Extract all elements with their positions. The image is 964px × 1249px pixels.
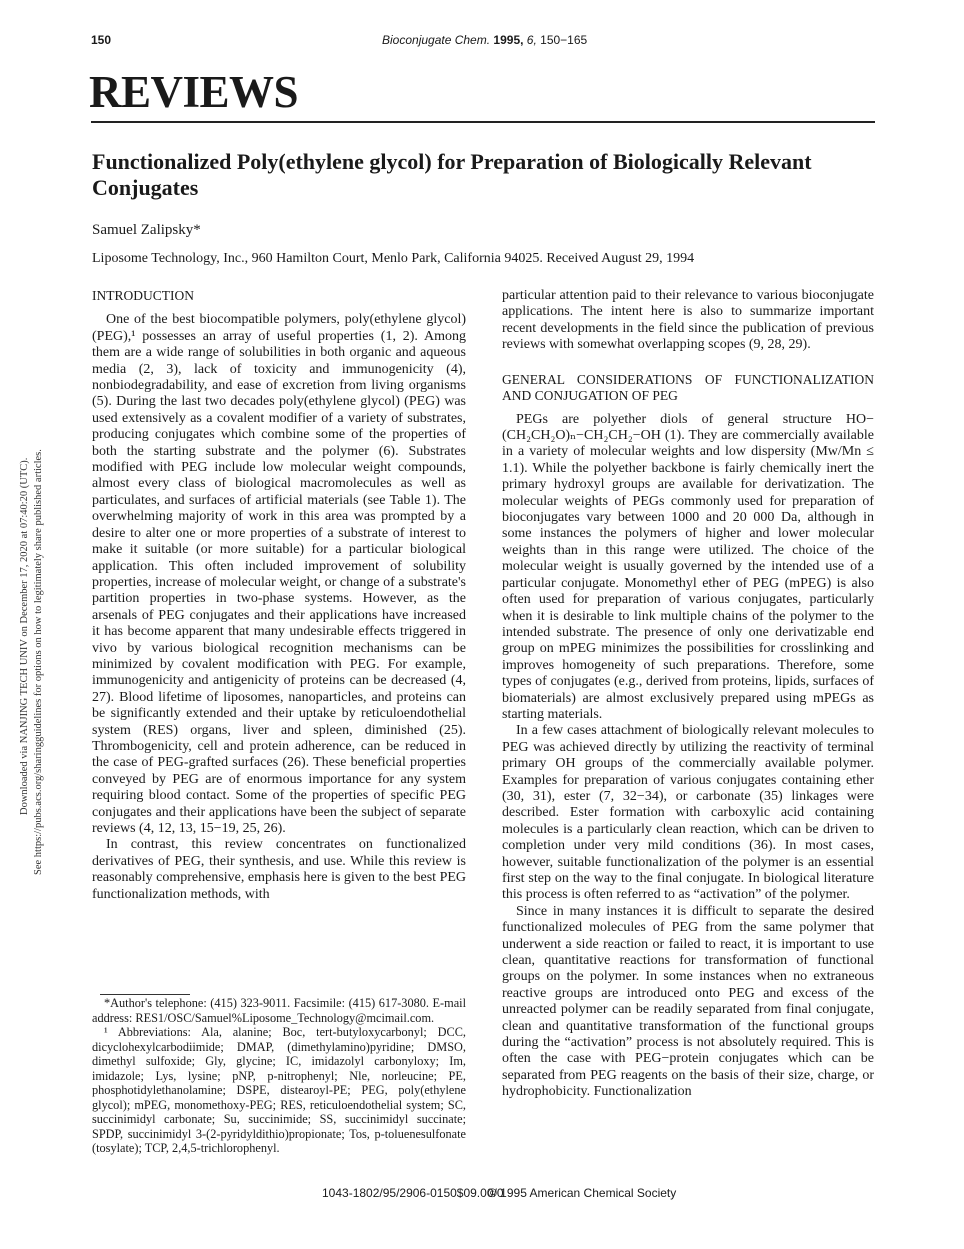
author-name: Samuel Zalipsky* [92, 222, 201, 238]
footer-article-code: 1043-1802/95/2906-0150$09.00/0 [322, 1186, 504, 1200]
general-considerations-heading: GENERAL CONSIDERATIONS OF FUNCTIONALIZATION AND CONJUGATION OF PEG [502, 371, 874, 403]
journal-name: Bioconjugate Chem. [382, 33, 491, 47]
introduction-heading: INTRODUCTION [92, 288, 194, 303]
author-contact-footnote: *Author's telephone: (415) 323-9011. Facsimile: (415) 617-3080. E-mail address: RES1/OSC/Samuel%Liposome_Technology@mcimail.com. [92, 996, 466, 1025]
title-rule [91, 121, 875, 123]
sidebar-sharing-link[interactable]: See https://pubs.acs.org/sharingguidelines for options on how to legitimately share published articles. [33, 449, 44, 875]
right-column [502, 288, 874, 1101]
general-paragraph-1: PEGs are polyether diols of general structure HO−(CH₂CH₂O)ₙ−CH₂CH₂−OH (1). They are commercially available in a variety of molecular weights and low dispersity (Mw/Mn ≤ 1.1). While the polyether backbone is fairly chemically inert the primary hydroxyl groups are available for derivatization. The molecular weights of PEGs commonly used for preparation of bioconjugates vary between 1000 and 20 000 Da, although in some instances the polymers of higher and lower molecular weights than in this range were utilized. The choice of the molecular weight is usually governed by the intended use of a particular conjugate. Monomethyl ether of PEG (mPEG) is also often used for preparation of various conjugates, particularly when it is desirable to link multiple chains of the polymer to the intended substrate. The presence of only one derivatizable end group on mPEG minimizes the possibilities for crosslinking and improves homogeneity of such preparations. Therefore, some types of conjugates (e.g., derived from proteins, lipids, surfaces of biomaterials) are almost exclusively prepared using mPEGs as starting materials. [502, 411, 874, 722]
footer-copyright: © 1995 American Chemical Society [488, 1186, 677, 1200]
general-paragraph-3: Since in many instances it is difficult to separate the desired functionalized molecules of PEG from the same polymer that underwent a side reaction or failed to react, it is important to use clean, quantitative reactions for transformation of functional groups on the polymer. In some instances when no extraneous reactive groups are introduced onto PEG and excess of the unreacted polymer can be readily separated from final conjugate, clean and quantitative transformation of the functional groups during the “activation” process is not absolutely required. This is often the case with PEG−protein conjugates which can be separated from PEG reagents on the basis of their size, charge, or hydrophobicity. Functionalization [502, 903, 874, 1100]
affiliation: Liposome Technology, Inc., 960 Hamilton Court, Menlo Park, California 94025. Received August 29, 1994 [92, 251, 695, 266]
left-column [92, 288, 466, 903]
intro-paragraph-1: One of the best biocompatible polymers, poly(ethylene glycol) (PEG),¹ possesses an array of useful properties (1, 2). Among them are a wide range of solubilities in both organic and aqueous media (2, 3), lack of toxicity and immunogenicity (4), nonbiodegradability, and ease of excretion from living organisms (5). During the last two decades poly(ethylene glycol) (PEG) was used extensively as a covalent modifier of a variety of substrates, producing conjugates which combine some of the properties of both the starting substrate and the polymer (6). Substrates modified with PEG include low molecular weight compounds, almost every class of biological macromolecules as well as particulates, and surfaces of artificial materials (see Table 1). The overwhelming majority of work in this area was prompted by a desire to alter one or more properties of a substrate of interest to make it suitable (or more suitable) for a particular biological application. This often included improvement of solubility properties, increase of molecular weight, or change of a substrate's partition properties in two-phase systems. However, as the arsenals of PEG conjugates and their applications have increased it has become apparent that many undesirable effects triggered in vivo by various biological recognition mechanisms can be minimized by covalent modification with PEG. For example, immunogenicity and antigenicity of proteins can be decreased (4, 27). Blood lifetime of liposomes, nanoparticles, and proteins can be significantly extended and their uptake by reticuloendothelial system (RES) organs, liver and spleen, diminished (25). Thrombogenicity, cell and protein adherence, can be reduced in the case of PEG-grafted surfaces (26). These beneficial properties conveyed by PEG are of enormous importance for any system requiring blood contact. Some of the properties of specific PEG conjugates and their applications have been the subject of separate reviews (4, 12, 13, 15−19, 25, 26). [92, 312, 466, 836]
intro-paragraph-continued: particular attention paid to their relevance to various bioconjugate applications. The intent here is also to summarize important recent developments in the field since the publication of previous reviews with somewhat overlapping scopes (9, 28, 29). [502, 288, 874, 353]
sidebar-download-notice: Downloaded via NANJING TECH UNIV on December 17, 2020 at 07:40:20 (UTC). [19, 457, 30, 815]
general-paragraph-2: In a few cases attachment of biologically relevant molecules to PEG was achieved directly by utilizing the reactivity of terminal primary OH groups of the commercially available polymer. Examples for preparation of various conjugates containing ether (30, 31), ester (7, 32−34), or carbonate (35) linkages were described. Ester formation with carboxylic acid containing molecules is a particularly clean reaction, which can be driven to completion under very mild conditions (36). In most cases, however, suitable functionalization of the polymer is an essential first step on the way to the final conjugate. In biological literature this process is often referred to as “activation” of the polymer. [502, 723, 874, 903]
footnote-divider [100, 994, 190, 995]
section-title: REVIEWS [89, 67, 299, 117]
intro-paragraph-2: In contrast, this review concentrates on functionalized derivatives of PEG, their synthesis, and use. While this review is reasonably comprehensive, emphasis here is given to the best PEG functionalization methods, with [92, 837, 467, 902]
abbreviations-footnote: ¹ Abbreviations: Ala, alanine; Boc, tert-butyloxycarbonyl; DCC, dicyclohexylcarbodiimide; DMAP, (dimethylamino)pyridine; DMSO, dimethyl sulfoxide; Gly, glycine; IC, imidazolyl carbonyloxy; Im, imidazole; Lys, lysine; pNP, p-nitrophenyl; Nle, norleucine; PE, phosphotidylethanolamine; DSPE, distearoyl-PE; PEG, poly(ethylene glycol); mPEG, monomethoxy-PEG; RES, reticuloendothelial system; SC, succinimidyl carbonate; Su, succinimide; SS, succinimidyl succinate; SPDP, succinimidyl 3-(2-pyridyldithio)propionate; Tos, p-toluenesulfonate (tosylate); TCP, 2,4,5-trichlorophenyl. [92, 1025, 466, 1155]
page-number: 150 [91, 33, 112, 47]
journal-volume: 6, [526, 33, 537, 47]
journal-pages: 150−165 [540, 33, 588, 47]
footnotes [92, 996, 466, 1156]
journal-reference [382, 33, 587, 47]
article-title: Functionalized Poly(ethylene glycol) for Preparation of Biologically Relevant Conjugates [92, 149, 812, 200]
journal-year: 1995, [493, 33, 524, 47]
